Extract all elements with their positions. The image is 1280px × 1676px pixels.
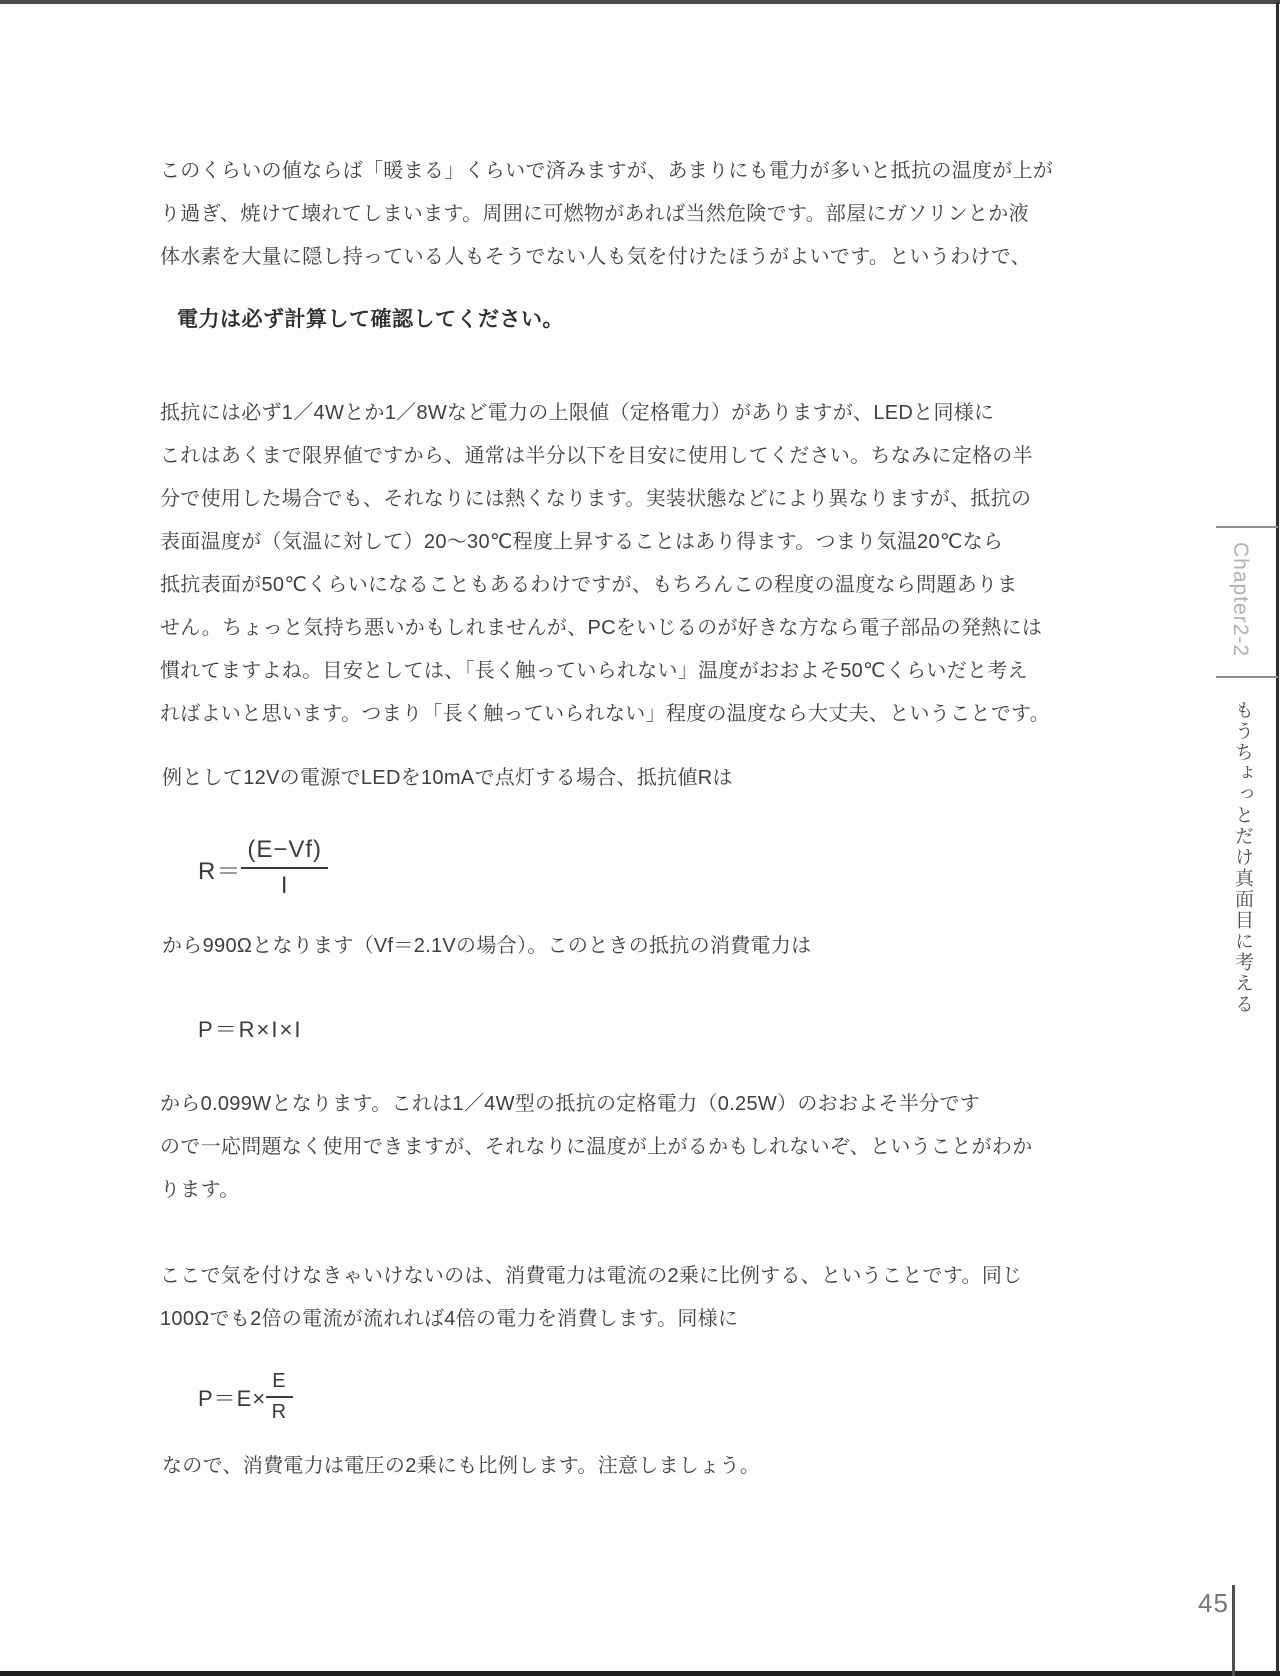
text-line: せん。ちょっと気持ち悪いかもしれませんが、PCをいじるのが好きな方なら電子部品の発熱には	[160, 617, 1043, 639]
chapter-tab-label: Chapter2-2	[1229, 542, 1252, 658]
paragraph-intro	[160, 150, 1065, 279]
chapter-tab-rule-bottom	[1216, 676, 1278, 678]
page-number: 45	[1198, 1588, 1229, 1618]
fraction-denominator: R	[271, 1401, 288, 1423]
scan-edge-bottom	[0, 1671, 1280, 1676]
paragraph-square-law	[160, 1255, 1065, 1341]
text-line: ります。	[160, 1179, 240, 1201]
formula-lhs: P＝E×	[198, 1385, 267, 1411]
result-990-line: から990Ωとなります（Vf＝2.1Vの場合）。このときの抵抗の消費電力は	[162, 935, 812, 957]
fraction-numerator: (E−Vf)	[241, 836, 328, 869]
text-line: ればよいと思います。つまり「長く触っていられない」程度の温度なら大丈夫、ということです。	[160, 703, 1050, 725]
paragraph-rated-power	[160, 392, 1065, 736]
formula-power-voltage	[198, 1370, 293, 1424]
text-line: 慣れてますよね。目安としては、「長く触っていられない」温度がおおよそ50℃くらいだと考え	[160, 660, 1028, 682]
text-line: このくらいの値ならば「暖まる」くらいで済みますが、あまりにも電力が多いと抵抗の温度が上が	[160, 160, 1054, 182]
text-line: り過ぎ、焼けて壊れてしまいます。周囲に可燃物があれば当然危険です。部屋にガソリンとか液	[160, 203, 1029, 225]
paragraph-result	[160, 1083, 1065, 1212]
text-line: 抵抗表面が50℃くらいになることもあるわけですが、もちろんこの程度の温度なら問題ありま	[160, 574, 1018, 596]
chapter-tab-rule-top	[1216, 526, 1278, 528]
text-line: 表面温度が（気温に対して）20～30℃程度上昇することはあり得ます。つまり気温20℃なら	[160, 531, 1004, 553]
example-intro-line: 例として12Vの電源でLEDを10mAで点灯する場合、抵抗値Rは	[162, 767, 733, 789]
text-line: ので一応問題なく使用できますが、それなりに温度が上がるかもしれないぞ、ということがわか	[160, 1136, 1033, 1158]
scan-edge-right	[1276, 2, 1279, 1673]
text-line: 100Ωでも2倍の電流が流れれば4倍の電力を消費します。同様に	[160, 1308, 739, 1330]
formula-power-current: P＝R×I×I	[198, 1017, 303, 1042]
formula-resistance	[198, 836, 328, 900]
fraction	[266, 1370, 292, 1424]
text-line: ここで気を付けなきゃいけないのは、消費電力は電流の2乗に比例する、ということです。同じ	[160, 1265, 1023, 1287]
page-number-tick-line	[1232, 1585, 1235, 1676]
text-line: 分で使用した場合でも、それなりには熱くなります。実装状態などにより異なりますが、抵抗の	[160, 488, 1032, 510]
text-line: 抵抗には必ず1／4Wとか1／8Wなど電力の上限値（定格電力）がありますが、LEDと同様に	[160, 402, 995, 424]
closing-line: なので、消費電力は電圧の2乗にも比例します。注意しましょう。	[162, 1455, 761, 1477]
fraction-numerator: E	[266, 1370, 292, 1398]
scan-edge-top	[0, 0, 1280, 4]
section-title-vertical: もうちょっとだけ真面目に考える	[1232, 700, 1253, 1015]
text-line: 体水素を大量に隠し持っている人もそうでない人も気を付けたほうがよいです。というわけで、	[160, 246, 1031, 268]
formula-lhs: R＝	[198, 857, 242, 885]
text-line: から0.099Wとなります。これは1／4W型の抵抗の定格電力（0.25W）のおおよそ半分です	[160, 1093, 981, 1115]
text-line: これはあくまで限界値ですから、通常は半分以下を目安に使用してください。ちなみに定格の半	[160, 445, 1033, 467]
fraction-denominator: I	[280, 872, 289, 899]
fraction	[241, 836, 328, 900]
emphasis-heading: 電力は必ず計算して確認してください。	[177, 308, 564, 331]
